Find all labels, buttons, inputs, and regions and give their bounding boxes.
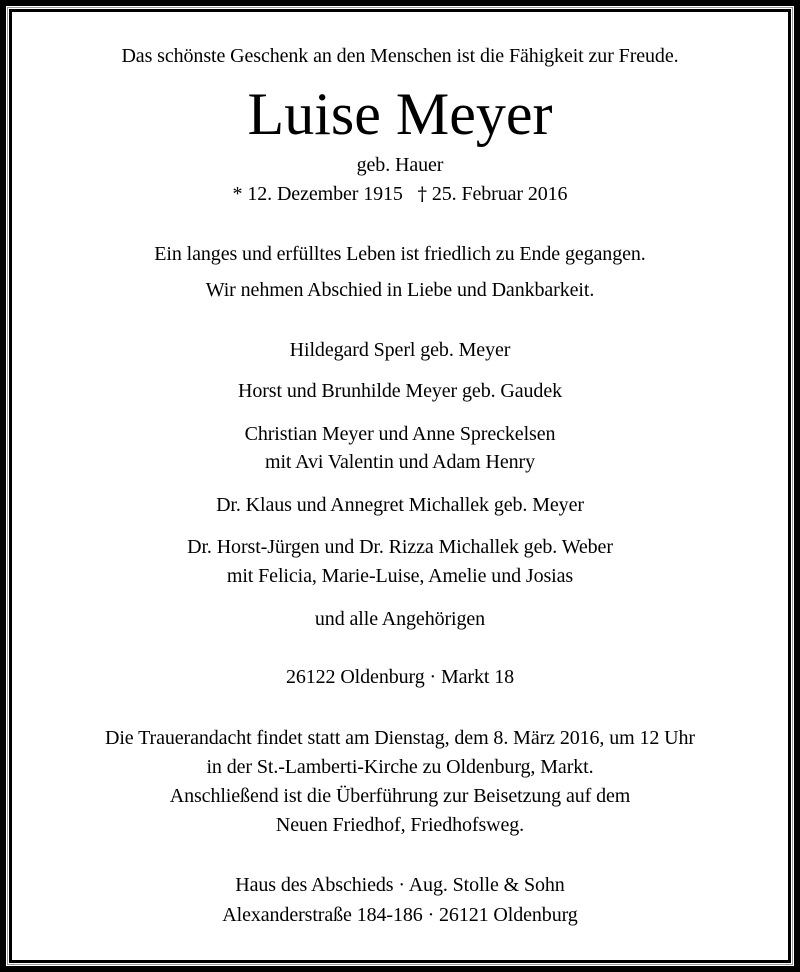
mourner-5: Dr. Horst-Jürgen und Dr. Rizza Michallek geb. Weber <box>187 536 613 558</box>
mourner-3-children: mit Avi Valentin und Adam Henry <box>264 451 536 473</box>
family-address: 26122 Oldenburg · Markt 18 <box>285 666 515 688</box>
service-line-1: Die Trauerandacht findet statt am Dienstag, dem 8. März 2016, um 12 Uhr <box>105 727 695 749</box>
farewell-line-2: Wir nehmen Abschied in Liebe und Dankbarkeit. <box>205 279 595 301</box>
mourner-6: und alle Angehörigen <box>314 608 486 630</box>
maiden-name: geb. Hauer <box>356 154 444 176</box>
mourner-3: Christian Meyer und Anne Spreckelsen <box>244 423 556 445</box>
service-line-2: in der St.-Lamberti-Kirche zu Oldenburg, Markt. <box>206 756 594 778</box>
birth-date: * 12. Dezember 1915 <box>232 183 403 205</box>
service-line-4: Neuen Friedhof, Friedhofsweg. <box>275 814 525 836</box>
mourner-1: Hildegard Sperl geb. Meyer <box>289 339 511 361</box>
funeral-home-name: Haus des Abschieds · Aug. Stolle & Sohn <box>235 874 565 896</box>
death-date: 25. Februar 2016 <box>431 183 568 205</box>
motto: Das schönste Geschenk an den Menschen ist die Fähigkeit zur Freude. <box>121 45 679 67</box>
mourner-2: Horst und Brunhilde Meyer geb. Gaudek <box>237 380 562 402</box>
life-dates <box>12 184 788 204</box>
deceased-name: Luise Meyer <box>247 81 553 147</box>
cross-icon: † <box>417 183 427 205</box>
service-line-3: Anschließend ist die Überführung zur Beisetzung auf dem <box>169 785 631 807</box>
mourner-5-children: mit Felicia, Marie-Luise, Amelie und Josias <box>226 565 574 587</box>
mourner-4: Dr. Klaus und Annegret Michallek geb. Meyer <box>216 494 584 516</box>
farewell-line-1: Ein langes und erfülltes Leben ist friedlich zu Ende gegangen. <box>154 243 646 265</box>
funeral-home-address: Alexanderstraße 184-186 · 26121 Oldenburg <box>222 904 578 926</box>
